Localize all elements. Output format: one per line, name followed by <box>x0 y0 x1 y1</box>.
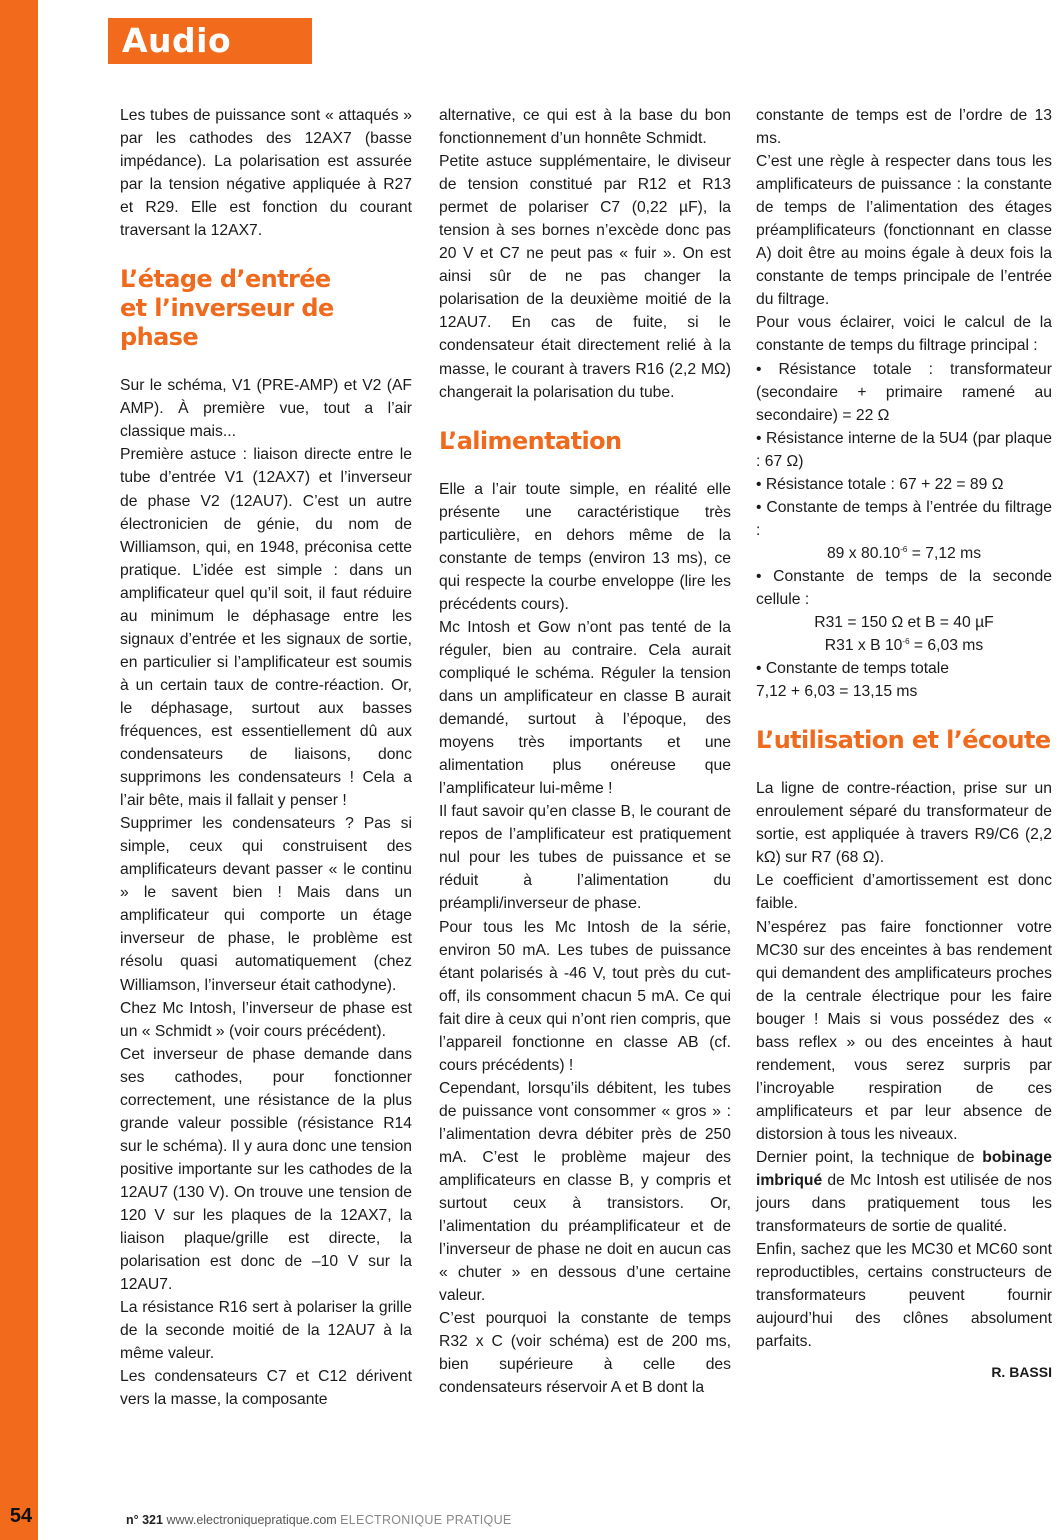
column-2 <box>439 104 731 1399</box>
paragraph: La ligne de contre-réaction, prise sur un enroulement séparé du transformateur de sortie, est appliquée à travers R9/C6 (2,2 kΩ) sur R7 (68 Ω). <box>756 780 1052 867</box>
paragraph: Le coefficient d’amortissement est donc faible. <box>756 872 1052 913</box>
paragraph: C’est une règle à respecter dans tous les amplificateurs de puissance : la constante de temps de l’alimentation des étages préamplificateurs (fonctionnant en classe A) doit être au moins égale à deux fois la constante de temps principale de l’entrée du filtrage. <box>756 153 1052 309</box>
column-3 <box>756 104 1052 1384</box>
section-heading: L’étage d’entrée et l’inverseur de phase <box>120 265 334 352</box>
paragraph: Mc Intosh et Gow n’ont pas tenté de la réguler, bien au contraire. Cela aurait compliqué le schéma. Réguler la tension dans un amplificateur en classe B aurait demandé, surtout à l’époque, des moyens très importants et une alimentation plus onéreuse que l’amplificateur lui-même ! <box>439 618 731 798</box>
column-1 <box>120 104 412 1411</box>
website-link[interactable]: www.electroniquepratique.com <box>166 1513 337 1527</box>
paragraph: Elle a l’air toute simple, en réalité elle présente une caractéristique très particulière, en dehors même de la constante de temps (environ 13 ms), ce qui respecte la courbe enveloppe (lire les précédents cours). <box>439 480 731 613</box>
page-number: 54 <box>9 1505 33 1527</box>
side-accent-bar <box>0 0 38 1540</box>
paragraph: Petite astuce supplémentaire, le diviseur de tension constitué par R12 et R13 permet de polariser C7 (0,22 µF), la tension à ses bornes n’excède donc pas 20 V et C7 ne peut pas « fuir ». On est ainsi sûr de ne pas changer la polarisation de la deuxième moitié de la 12AU7. En cas de fuite, si le condensateur était directement relié à la masse, le courant à travers R16 (2,2 MΩ) changerait la polarisation du tube. <box>439 153 731 401</box>
paragraph: Chez Mc Intosh, l’inverseur de phase est un « Schmidt » (voir cours précédent). <box>120 999 412 1040</box>
bullet-item: • Résistance totale : transformateur (secondaire + primaire ramené au secondaire) = 22 Ω <box>756 360 1052 424</box>
paragraph: La résistance R16 sert à polariser la grille de la seconde moitié de la 12AU7 à la même valeur. <box>120 1299 412 1363</box>
bullet-item: • Constante de temps totale <box>756 660 949 678</box>
paragraph: constante de temps est de l’ordre de 13 ms. <box>756 107 1052 148</box>
paragraph: Cependant, lorsqu’ils débitent, les tubes de puissance vont consommer « gros » : l’alimentation devra débiter près de 250 mA. C’est le problème majeur des amplificateurs en classe B, y compris et surtout ceux à transistors. Or, l’alimentation du préamplificateur et de l’inverseur de phase ne doit en aucun cas « chuter » en dessous d’une certaine valeur. <box>439 1079 731 1305</box>
issue-number: n° 321 <box>126 1513 163 1527</box>
formula: R31 = 150 Ω et B = 40 µF <box>814 614 994 632</box>
paragraph: alternative, ce qui est à la base du bon fonctionnement d’un honnête Schmidt. <box>439 107 731 148</box>
footer <box>126 1513 512 1527</box>
paragraph: Il faut savoir qu’en classe B, le courant de repos de l’amplificateur est pratiquement nul pour les tubes de puissance et se réduit à l’alimentation du préampli/inverseur de phase. <box>439 803 731 913</box>
author-signature: R. BASSI <box>991 1364 1052 1381</box>
paragraph: Les tubes de puissance sont « attaqués » par les cathodes des 12AX7 (basse impédance). La polarisation est assurée par la tension négative appliquée à R27 et R29. Elle est fonction du courant traversant la 12AX7. <box>120 107 412 240</box>
paragraph: Les condensateurs C7 et C12 dérivent vers la masse, la composante <box>120 1368 412 1409</box>
formula: R31 x B $10^{-6} = 6,03$ ms <box>824 637 984 655</box>
paragraph: Supprimer les condensateurs ? Pas si simple, ceux qui construisent des amplificateurs devant passer « le continu » le savent bien ! Mais dans un amplificateur qui comporte un étage inverseur de phase, le problème est résolu quasi automatiquement (chez Williamson, l’inverseur était cathodyne). <box>120 815 412 994</box>
paragraph: Sur le schéma, V1 (PRE-AMP) et V2 (AF AMP). À première vue, tout a l’air classique mais... <box>120 377 412 441</box>
magazine-name: ELECTRONIQUE PRATIQUE <box>340 1513 512 1527</box>
paragraph: Dernier point, la technique de bobinage imbriqué de Mc Intosh est utilisée de nos jours dans pratiquement tous les transformateurs de sortie de qualité. <box>756 1148 1052 1236</box>
bullet-item: • Constante de temps de la seconde cellule : <box>756 567 1052 608</box>
section-heading: L’alimentation <box>439 426 622 455</box>
paragraph: Pour vous éclairer, voici le calcul de la constante de temps du filtrage principal : <box>756 314 1052 355</box>
section-heading: L’utilisation et l’écoute <box>756 726 1051 755</box>
paragraph: C’est pourquoi la constante de temps R32 x C (voir schéma) est de 200 ms, bien supérieure à celle des condensateurs réservoir A et B dont la <box>439 1310 731 1397</box>
paragraph: Cet inverseur de phase demande dans ses cathodes, pour fonctionner correctement, une résistance de la plus grande valeur possible (résistance R14 sur le schéma). Il y aura donc une tension positive importante sur les cathodes de la 12AU7 (130 V). On trouve une tension de 120 V sur les plaques de la 12AX7, la liaison plaque/grille est directe, la polarisation est donc de –10 V sur la 12AU7. <box>120 1045 412 1294</box>
bullet-item: • Résistance interne de la 5U4 (par plaque : 67 Ω) <box>756 429 1052 470</box>
bullet-item: • Résistance totale : 67 + 22 = 89 Ω <box>756 475 1004 493</box>
paragraph: N’espérez pas faire fonctionner votre MC30 sur des enceintes à bas rendement qui demandent des amplificateurs proches de la centrale électrique pour les faire bouger ! Mais si vous possédez des « bass reflex » ou des enceintes à haut rendement, vous serez surpris par l’incroyable respiration de ces amplificateurs et par leur absence de distorsion à tous les niveaux. <box>756 918 1052 1143</box>
section-title: Audio <box>122 21 232 60</box>
bullet-item: • Constante de temps à l’entrée du filtrage : <box>756 498 1052 539</box>
formula: 89 x $80.10^{-6} = 7,12$ ms <box>826 544 982 562</box>
formula: 7,12 + 6,03 = 13,15 ms <box>756 683 918 701</box>
paragraph: Enfin, sachez que les MC30 et MC60 sont reproductibles, certains constructeurs de transformateurs peuvent fournir aujourd’hui des clônes absolument parfaits. <box>756 1241 1052 1351</box>
paragraph: Première astuce : liaison directe entre le tube d’entrée V1 (12AX7) et l’inverseur de phase V2 (12AU7). C’est un autre électronicien de génie, du nom de Williamson, qui, en 1948, préconisa cette pratique. L’idée est simple : dans un amplificateur quel qu’il soit, il faut réduire au minimum le déphasage entre les signaux d’entrée et les signaux de sortie, en particulier si l’amplificateur est soumis à un certain taux de contre-réaction. Or, le déphasage, surtout aux basses fréquences, est essentiellement dû aux condensateurs de liaisons, donc supprimons les condensateurs ! Cela a l’air bête, mais il fallait y penser ! <box>120 446 412 810</box>
paragraph: Pour tous les Mc Intosh de la série, environ 50 mA. Les tubes de puissance étant polarisés à -46 V, tout près du cut-off, ils consomment chacun 5 mA. Ce qui fait dire à ceux qui n’ont rien compris, que l’appareil fonctionne en classe AB (cf. cours précédents) ! <box>439 918 731 1074</box>
